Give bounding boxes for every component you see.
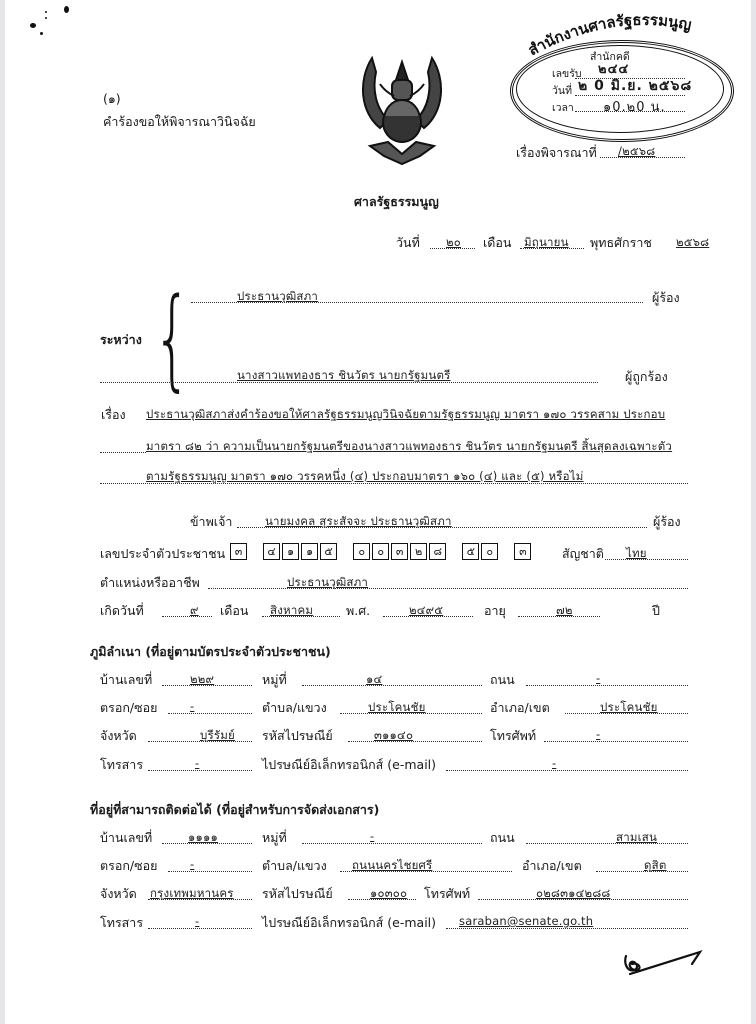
contact-email: saraban@senate.go.th — [459, 914, 594, 928]
subject-line-2: มาตรา ๘๒ ว่า ความเป็นนายกรัฐมนตรีของนางสาวแพทองธาร ชินวัตร นายกรัฐมนตรี สิ้นสุดลงเฉพาะตัว — [146, 439, 673, 453]
contact-subdistrict: ถนนนครไชยศรี — [352, 858, 433, 872]
domicile-subdistrict: ประโคนชัย — [368, 700, 426, 714]
domicile-fax: - — [195, 756, 200, 770]
birth-month: สิงหาคม — [270, 603, 314, 617]
domicile-phone: - — [596, 727, 601, 741]
viewer-edge-right — [751, 0, 756, 1024]
soi-label: ตรอก/ซอย — [100, 858, 158, 873]
age-unit: ปี — [652, 603, 660, 618]
applicant-name: นายมงคล สุระสัจจะ ประธานวุฒิสภา — [265, 514, 452, 528]
birth-day-label: เกิดวันที่ — [100, 603, 144, 618]
signature-icon — [620, 948, 710, 988]
stamp-division: สำนักคดี — [590, 51, 630, 63]
house-no-label: บ้านเลขที่ — [100, 672, 153, 687]
id-number-boxes: ๓ ๔ ๑ ๑ ๕ ๐ ๐ ๓ ๒ ๘ ๕ ๐ ๓ — [230, 541, 542, 560]
birth-year-label: พ.ศ. — [346, 603, 371, 618]
date-year-label: พุทธศักราช — [590, 235, 652, 250]
birth-year: ๒๔๙๕ — [409, 603, 444, 617]
contact-province: กรุงเทพมหานคร — [150, 886, 234, 900]
domicile-moo: ๑๔ — [366, 672, 383, 686]
subject-label: เรื่อง — [101, 407, 126, 422]
email-label: ไปรษณีย์อิเล็กทรอนิกส์ (e-mail) — [262, 757, 437, 772]
contact-postcode: ๑๐๓๐๐ — [370, 886, 408, 900]
applicant-role: ผู้ร้อง — [653, 514, 681, 529]
province-label: จังหวัด — [100, 728, 137, 743]
domicile-province: บุรีรัมย์ — [200, 728, 235, 742]
petitioner-label: ผู้ร้อง — [652, 290, 680, 305]
date-day-label: วันที่ — [396, 235, 420, 250]
contact-district: ดุสิต — [644, 858, 667, 872]
domicile-heading: ภูมิลำเนา (ที่อยู่ตามบัตรประจำตัวประชาชน) — [90, 644, 331, 659]
garuda-emblem-icon — [350, 50, 454, 168]
date-day: ๒๐ — [446, 235, 461, 249]
respondent-name: นางสาวแพทองธาร ชินวัตร นายกรัฐมนตรี — [237, 368, 451, 382]
nationality-label: สัญชาติ — [562, 546, 604, 561]
stamp-receipt-no: ๒๔๔ — [598, 62, 630, 77]
stamp-time: ๑0.๒0 น. — [603, 100, 666, 115]
date-month: มิถุนายน — [524, 235, 569, 249]
road-label: ถนน — [490, 830, 515, 845]
domicile-house-no: ๒๒๙ — [190, 672, 215, 686]
phone-label: โทรศัพท์ — [490, 728, 537, 743]
id-label: เลขประจำตัวประชาชน — [100, 546, 226, 561]
court-name: ศาลรัฐธรรมนูญ — [354, 194, 439, 209]
contact-phone: ๐๒๘๓๑๔๒๘๘ — [536, 886, 611, 900]
occupation-label: ตำแหน่งหรืออาชีพ — [100, 575, 200, 590]
date-month-label: เดือน — [483, 235, 512, 250]
brace: { — [153, 274, 192, 402]
petitioner-name: ประธานวุฒิสภา — [237, 289, 319, 303]
date-year: ๒๕๖๘ — [676, 235, 710, 249]
district-label: อำเภอ/เขต — [522, 858, 582, 873]
stamp-date-label: วันที่ — [552, 85, 572, 97]
contact-fax: - — [195, 914, 200, 928]
domicile-soi: - — [190, 699, 195, 713]
stamp-time-label: เวลา — [552, 102, 574, 114]
fax-label: โทรสาร — [100, 757, 144, 772]
between-label: ระหว่าง — [100, 332, 142, 347]
moo-label: หมู่ที่ — [262, 830, 287, 845]
case-ref-label: เรื่องพิจารณาที่ — [516, 145, 597, 160]
subdistrict-label: ตำบล/แขวง — [262, 700, 327, 715]
occupation: ประธานวุฒิสภา — [287, 575, 369, 589]
subject-line-3: ตามรัฐธรรมนูญ มาตรา ๑๗๐ วรรคหนึ่ง (๔) ประกอบมาตรา ๑๖๐ (๔) และ (๕) หรือไม่ — [146, 469, 584, 483]
age-label: อายุ — [484, 603, 506, 618]
contact-heading: ที่อยู่ที่สามารถติดต่อได้ (ที่อยู่สำหรับการจัดส่งเอกสาร) — [90, 802, 380, 817]
phone-label: โทรศัพท์ — [424, 886, 471, 901]
soi-label: ตรอก/ซอย — [100, 700, 158, 715]
case-ref-value: /๒๕๖๘ — [618, 144, 656, 158]
viewer-edge-left — [0, 0, 5, 1024]
fax-label: โทรสาร — [100, 915, 144, 930]
contact-moo: - — [370, 829, 375, 843]
house-no-label: บ้านเลขที่ — [100, 830, 153, 845]
domicile-email: - — [552, 756, 557, 770]
province-label: จังหวัด — [100, 886, 137, 901]
contact-soi: - — [190, 857, 195, 871]
domicile-district: ประโคนชัย — [600, 700, 658, 714]
nationality: ไทย — [626, 546, 647, 560]
postcode-label: รหัสไปรษณีย์ — [262, 886, 333, 901]
form-title: คำร้องขอให้พิจารณาวินิจฉัย — [103, 114, 256, 129]
stamp-date: ๒ 0 มิ.ย. ๒๕๖๘ — [578, 78, 693, 94]
age: ๗๒ — [556, 603, 573, 617]
respondent-label: ผู้ถูกร้อง — [625, 369, 668, 384]
road-label: ถนน — [490, 672, 515, 687]
stamp-receipt-label: เลขรับ — [552, 68, 582, 80]
birth-month-label: เดือน — [220, 603, 249, 618]
district-label: อำเภอ/เขต — [490, 700, 550, 715]
moo-label: หมู่ที่ — [262, 672, 287, 687]
postcode-label: รหัสไปรษณีย์ — [262, 728, 333, 743]
subdistrict-label: ตำบล/แขวง — [262, 858, 327, 873]
contact-road: สามเสน — [616, 830, 658, 844]
applicant-i-label: ข้าพเจ้า — [190, 514, 233, 529]
email-label: ไปรษณีย์อิเล็กทรอนิกส์ (e-mail) — [262, 915, 437, 930]
contact-house-no: ๑๑๑๑ — [188, 830, 218, 844]
birth-day: ๙ — [190, 603, 199, 617]
subject-line-1: ประธานวุฒิสภาส่งคำร้องขอให้ศาลรัฐธรรมนูญวินิจฉัยตามรัฐธรรมนูญ มาตรา ๑๗๐ วรรคสาม ประกอบ — [146, 407, 666, 421]
stamp-office: สำนักงานศาลรัฐธรรมนูญ — [525, 10, 693, 60]
domicile-postcode: ๓๑๑๔๐ — [374, 728, 414, 742]
form-number: (๑) — [103, 91, 121, 106]
domicile-road: - — [596, 671, 601, 685]
